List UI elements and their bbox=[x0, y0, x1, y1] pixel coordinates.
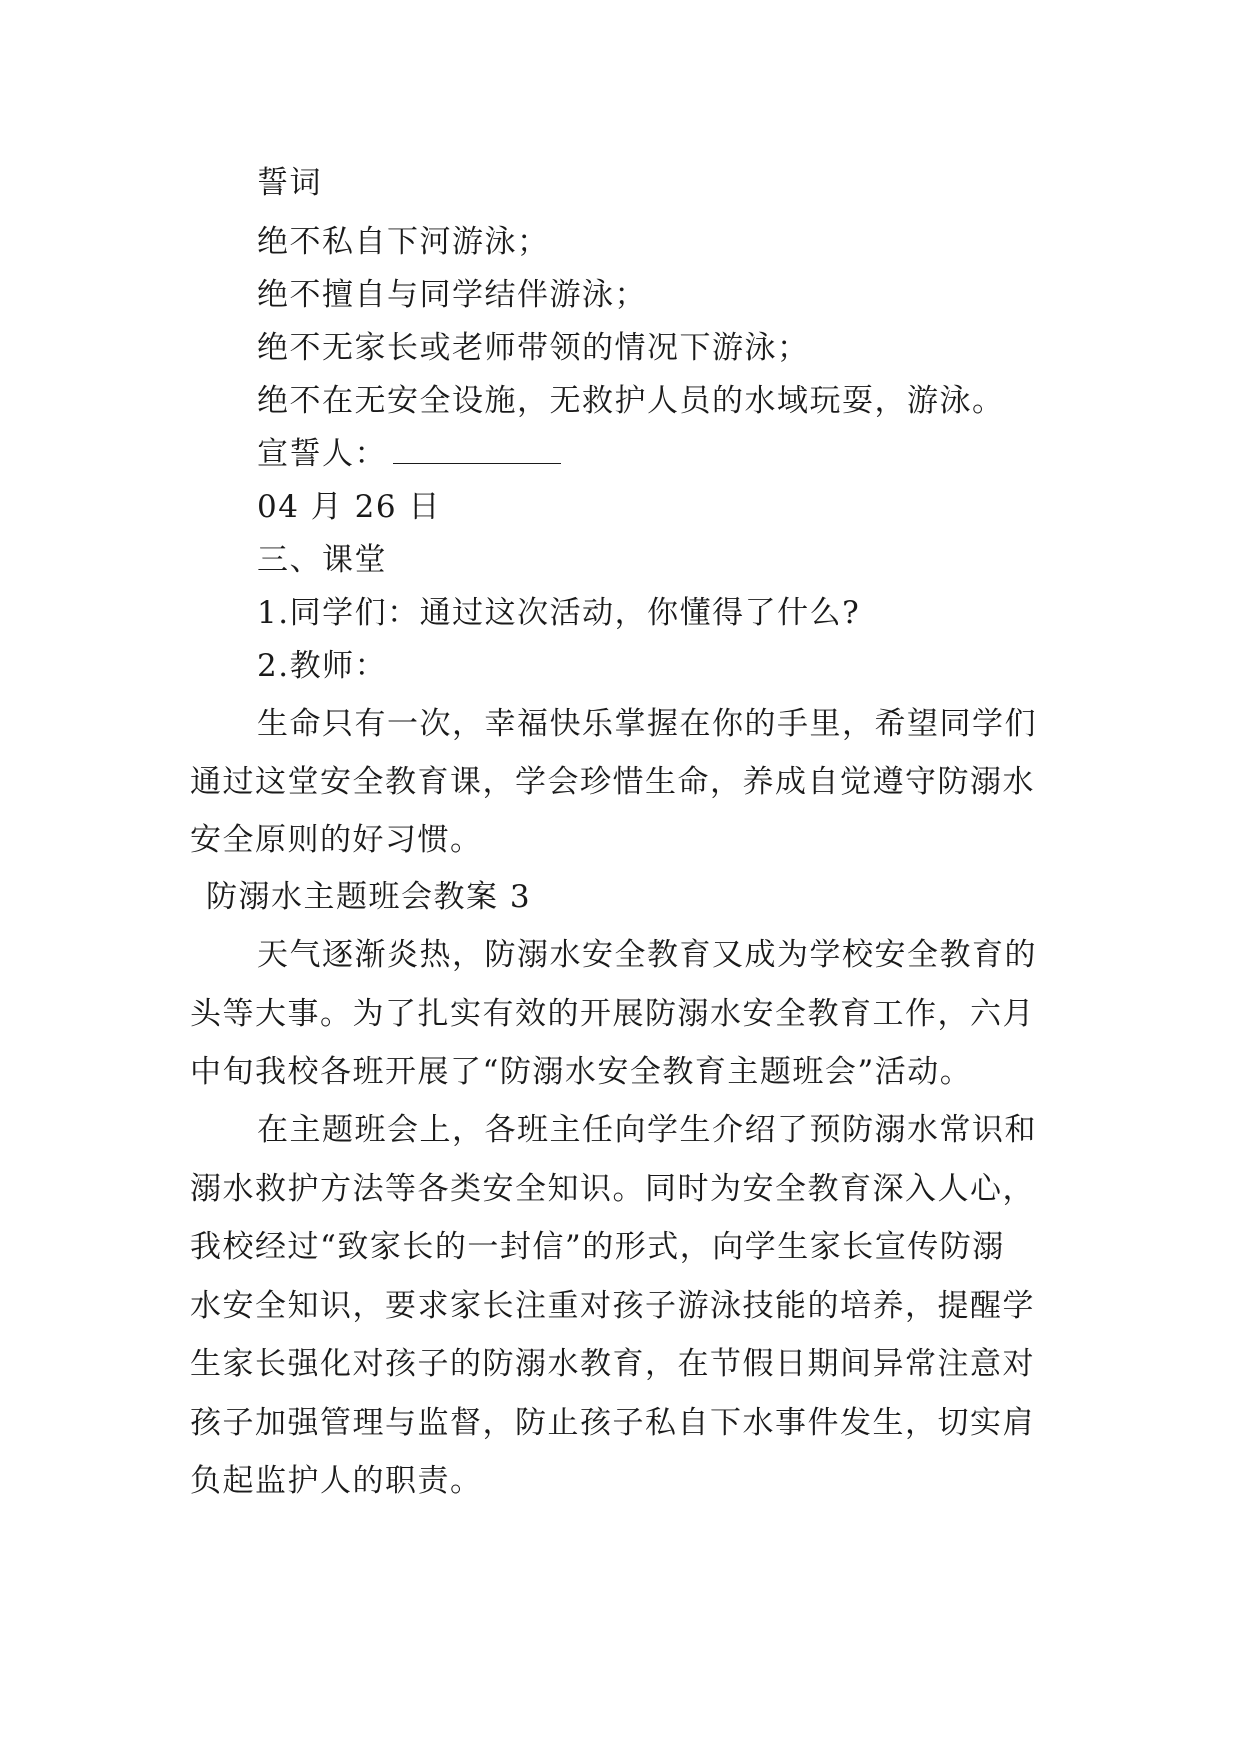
paragraph-line: 溺水救护方法等各类安全知识。同时为安全教育深入人心， bbox=[190, 1171, 1035, 1207]
oath-line: 绝不在无安全设施，无救护人员的水域玩耍，游泳。 bbox=[257, 383, 1005, 419]
oath-line: 绝不私自下河游泳； bbox=[257, 224, 550, 260]
paragraph-line: 生家长强化对孩子的防溺水教育，在节假日期间异常注意对 bbox=[190, 1346, 1035, 1382]
plan-title: 防溺水主题班会教案 3 bbox=[206, 879, 532, 915]
signature-blank bbox=[393, 437, 561, 464]
signer-line bbox=[257, 434, 561, 474]
section-heading: 三、课堂 bbox=[257, 542, 387, 578]
paragraph-line: 水安全知识，要求家长注重对孩子游泳技能的培养，提醒学 bbox=[190, 1288, 1035, 1324]
paragraph-line: 通过这堂安全教育课，学会珍惜生命，养成自觉遵守防溺水 bbox=[190, 764, 1035, 800]
list-item: 2.教师： bbox=[257, 648, 388, 684]
paragraph-line: 头等大事。为了扎实有效的开展防溺水安全教育工作，六月 bbox=[190, 996, 1035, 1032]
oath-title: 誓词 bbox=[257, 165, 322, 201]
paragraph-line: 天气逐渐炎热，防溺水安全教育又成为学校安全教育的 bbox=[257, 937, 1037, 973]
oath-line: 绝不无家长或老师带领的情况下游泳； bbox=[257, 330, 810, 366]
oath-line: 绝不擅自与同学结伴游泳； bbox=[257, 277, 647, 313]
paragraph-line: 在主题班会上，各班主任向学生介绍了预防溺水常识和 bbox=[257, 1112, 1037, 1148]
paragraph-line: 我校经过“致家长的一封信”的形式，向学生家长宣传防溺 bbox=[190, 1229, 1005, 1265]
paragraph-line: 中旬我校各班开展了“防溺水安全教育主题班会”活动。 bbox=[190, 1054, 973, 1090]
signer-label: 宣誓人： bbox=[257, 436, 387, 472]
paragraph-line: 安全原则的好习惯。 bbox=[190, 822, 483, 858]
paragraph-line: 孩子加强管理与监督，防止孩子私自下水事件发生，切实肩 bbox=[190, 1405, 1035, 1441]
list-item: 1.同学们：通过这次活动，你懂得了什么? bbox=[257, 595, 861, 631]
date-line: 04 月 26 日 bbox=[257, 489, 441, 525]
paragraph-line: 生命只有一次，幸福快乐掌握在你的手里，希望同学们 bbox=[257, 706, 1037, 742]
paragraph-line: 负起监护人的职责。 bbox=[190, 1463, 483, 1499]
